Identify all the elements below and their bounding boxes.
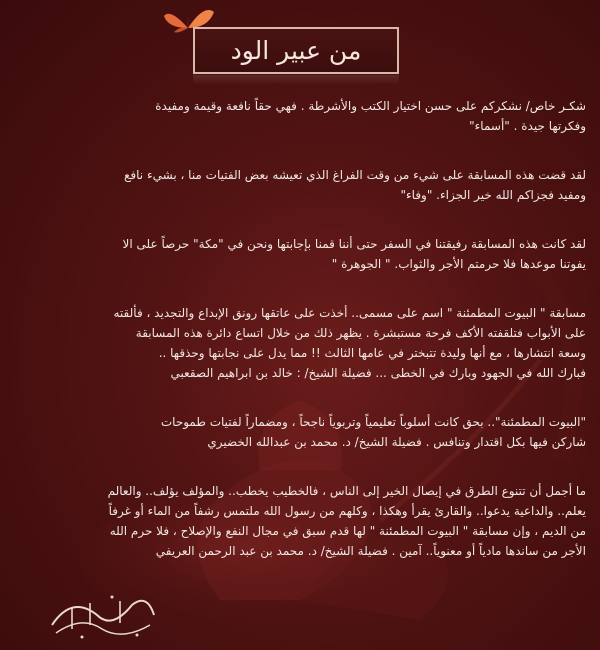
testimonial-paragraph (14, 234, 586, 274)
testimonials-content (14, 96, 586, 590)
calligraphy-logo (42, 585, 162, 645)
text-line: يفوتنا موعدها فلا حرمتم الأجر والثواب. " الجوهرة " (331, 257, 586, 271)
text-line: من الديم ، وإن مسابقة " البيوت المطمئنة " لها قدم سبق في مجال النفع والإصلاح ، فلا حرم الله (109, 524, 586, 538)
text-line: شكـر خاص/ نشكركم على حسن اختيار الكتب والأشرطة . فهي حقاً نافعة وقيمة ومفيدة (155, 99, 586, 113)
testimonial-paragraph (14, 481, 586, 561)
text-line: فبارك الله في الجهود وبارك في الخطى ... فضيلة الشيخ/ : خالد بن ابراهيم الصقعبي (170, 366, 586, 380)
text-line: وفكرتها جيدة . "أسماء" (469, 119, 586, 133)
testimonial-paragraph (14, 96, 586, 136)
text-line: مسابقة " البيوت المطمئنة " اسم على مسمى.. أخذت على عاتقها رونق الإبداع والتجديد ، فألقته (113, 306, 586, 320)
title-reflection (193, 75, 399, 85)
testimonial-paragraph (14, 412, 586, 452)
text-line: لقد كانت هذه المسابقة رفيقتنا في السفر حتى أننا قمنا بإجابتها ونحن في "مكة" حرصاً على الا (122, 237, 586, 251)
title-frame (193, 27, 399, 74)
text-line: الأجر من ساندها مادياً أو معنوياً.. آمين . فضيلة الشيخ/ د. محمد بن عبد الرحمن العريفي (155, 544, 586, 558)
text-line: لقد قضت هذه المسابقة على شيء من وقت الفراغ الذي تعيشه بعض الفتيات منا ، بشيء نافع (124, 168, 586, 182)
text-line: ومفيد فجزاكم الله خير الجزاء. "وفاء" (400, 188, 586, 202)
text-line: يعلم.. والداعية يدعوا.. والقارئ يقرأ وهكذا ، وكلهم من رسول الله ملتمس رشفاً من الماء أو غرفاً (108, 504, 586, 518)
text-line: وسعة انتشارها ، مع أنها وليدة تتبختر في عامها الثالث !! مما يدل على نجابتها وحذقها .. (158, 346, 586, 360)
testimonial-paragraph (14, 303, 586, 383)
text-line: على الأبواب فتلقفته الأكف فرحة مستبشرة . يظهر ذلك من خلال اتساع دائرة هذه المسابقة (135, 326, 586, 340)
text-line: شاركن فيها بكل اقتدار وتنافس . فضيلة الشيخ/ د. محمد بن عبدالله الخضيري (207, 435, 586, 449)
page-title: من عبير الود (230, 36, 362, 65)
testimonial-paragraph (14, 165, 586, 205)
text-line: "البيوت المطمئنة".. بحق كانت أسلوباً تعليمياً وتربوياً ناجحاً ، ومضماراً لفتيات طموحات (160, 415, 586, 429)
text-line: ما أجمل أن تتنوع الطرق في إيصال الخير إلى الناس ، فالخطيب يخطب.. والمؤلف يؤلف.. والعالم (107, 484, 586, 498)
